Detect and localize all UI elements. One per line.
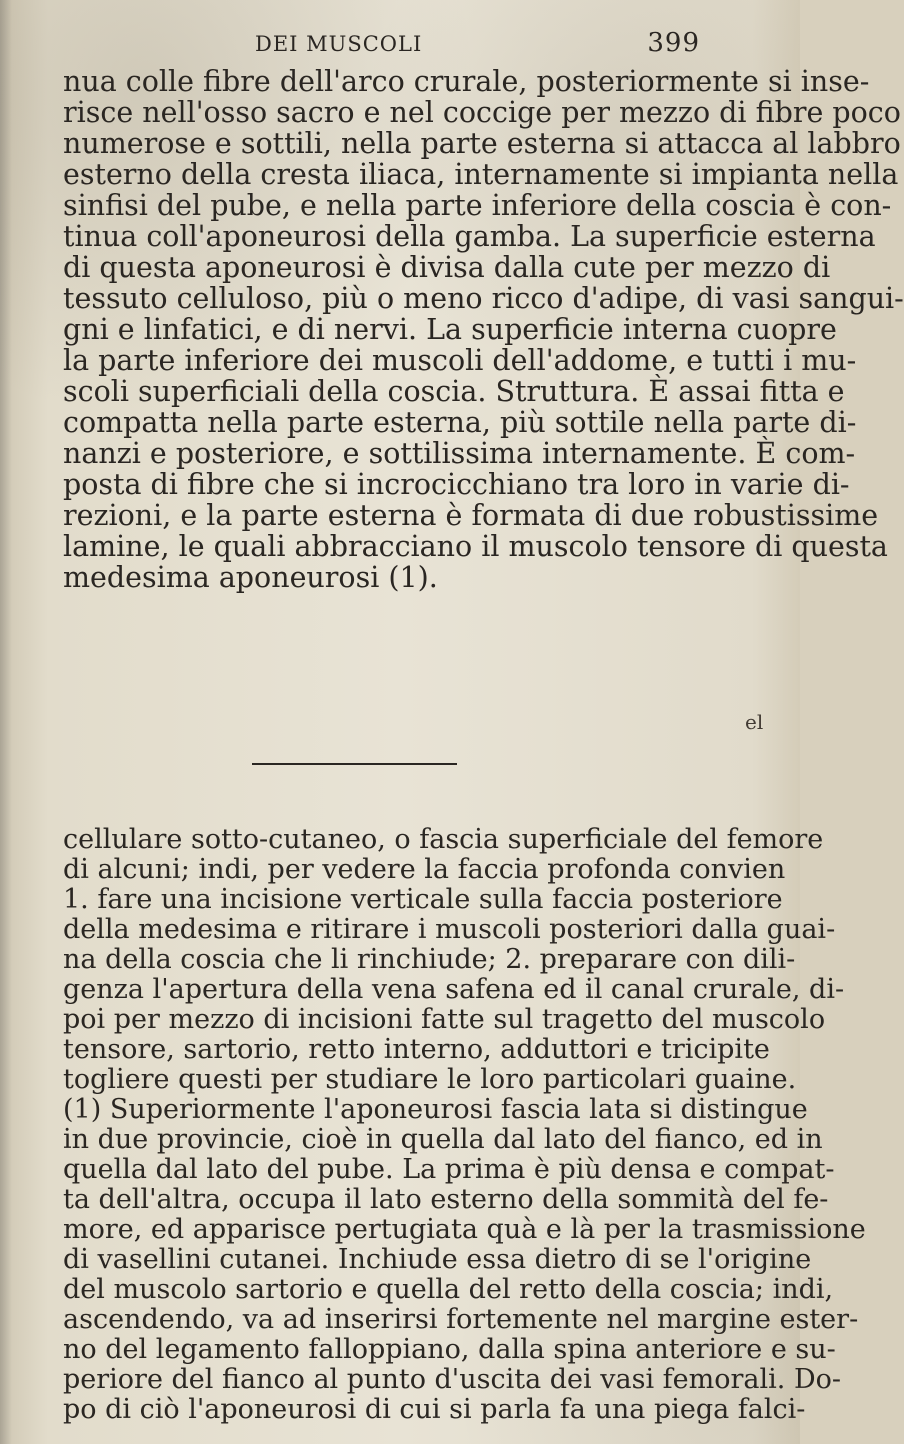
main-text-line: risce nell'osso sacro e nel coccige per mezzo di fibre poco: [63, 96, 901, 129]
main-text-line: gni e linfatici, e di nervi. La superficie interna cuopre: [63, 313, 837, 346]
margin-mark: el: [745, 710, 764, 734]
footnote-line: di vasellini cutanei. Inchiude essa dietro di se l'origine: [63, 1244, 812, 1275]
main-text-line: lamine, le quali abbracciano il muscolo tensore di questa: [63, 530, 888, 563]
footnote-line: no del legamento falloppiano, dalla spina anteriore e su-: [63, 1334, 836, 1365]
footnote-line: more, ed apparisce pertugiata quà e là per la trasmissione: [63, 1214, 866, 1245]
main-text-line: tessuto celluloso, più o meno ricco d'adipe, di vasi sangui-: [63, 282, 904, 315]
footnote-line: di alcuni; indi, per vedere la faccia profonda convien: [63, 854, 786, 885]
main-text-block: [63, 65, 904, 594]
footnote-separator-rule: [252, 763, 457, 765]
running-head: [255, 28, 715, 64]
running-head-title: DEI MUSCOLI: [255, 32, 423, 56]
footnote-line: po di ciò l'aponeurosi di cui si parla fa una piega falci-: [63, 1394, 806, 1425]
main-text-line: sinfisi del pube, e nella parte inferiore della coscia è con-: [63, 189, 892, 222]
main-text-line: compatta nella parte esterna, più sottile nella parte di-: [63, 406, 857, 439]
main-text-line: tinua coll'aponeurosi della gamba. La superficie esterna: [63, 220, 876, 253]
footnote-line: tensore, sartorio, retto interno, adduttori e tricipite: [63, 1034, 770, 1065]
footnote-line: ta dell'altra, occupa il lato esterno della sommità del fe-: [63, 1184, 829, 1215]
page-number: 399: [647, 28, 700, 58]
footnote-line: genza l'apertura della vena safena ed il canal crurale, di-: [63, 974, 845, 1005]
main-text-line: di questa aponeurosi è divisa dalla cute per mezzo di: [63, 251, 831, 284]
main-text-line: nanzi e posteriore, e sottilissima internamente. È com-: [63, 437, 856, 470]
footnote-line: poi per mezzo di incisioni fatte sul tragetto del muscolo: [63, 1004, 826, 1035]
main-text-line: la parte inferiore dei muscoli dell'addome, e tutti i mu-: [63, 344, 857, 377]
main-text-line: esterno della cresta iliaca, internamente si impianta nella: [63, 158, 899, 191]
main-text-line: numerose e sottili, nella parte esterna si attacca al labbro: [63, 127, 901, 160]
footnote-line: periore del fianco al punto d'uscita dei vasi femorali. Do-: [63, 1364, 841, 1395]
footnote-line: del muscolo sartorio e quella del retto della coscia; indi,: [63, 1274, 834, 1305]
footnote-line: togliere questi per studiare le loro particolari guaine.: [63, 1064, 797, 1095]
main-text-line: posta di fibre che si incrocicchiano tra loro in varie di-: [63, 468, 850, 501]
footnote-line: della medesima e ritirare i muscoli posteriori dalla guai-: [63, 914, 836, 945]
main-text-line: medesima aponeurosi (1).: [63, 561, 438, 594]
footnote-line: 1. fare una incisione verticale sulla faccia posteriore: [63, 884, 783, 915]
page-gutter-shadow: [0, 0, 12, 1444]
footnote-line: (1) Superiormente l'aponeurosi fascia lata si distingue: [63, 1094, 808, 1125]
footnote-line: in due provincie, cioè in quella dal lato del fianco, ed in: [63, 1124, 823, 1155]
footnote-line: ascendendo, va ad inserirsi fortemente nel margine ester-: [63, 1304, 859, 1335]
footnote-line: na della coscia che li rinchiude; 2. preparare con dili-: [63, 944, 796, 975]
main-text-line: scoli superficiali della coscia. Struttura. È assai fitta e: [63, 375, 845, 408]
footnote-text-block: [63, 824, 866, 1425]
main-text-line: rezioni, e la parte esterna è formata di due robustissime: [63, 499, 879, 532]
footnote-line: quella dal lato del pube. La prima è più densa e compat-: [63, 1154, 835, 1185]
footnote-line: cellulare sotto-cutaneo, o fascia superficiale del femore: [63, 824, 824, 855]
main-text-line: nua colle fibre dell'arco crurale, posteriormente si inse-: [63, 65, 870, 98]
